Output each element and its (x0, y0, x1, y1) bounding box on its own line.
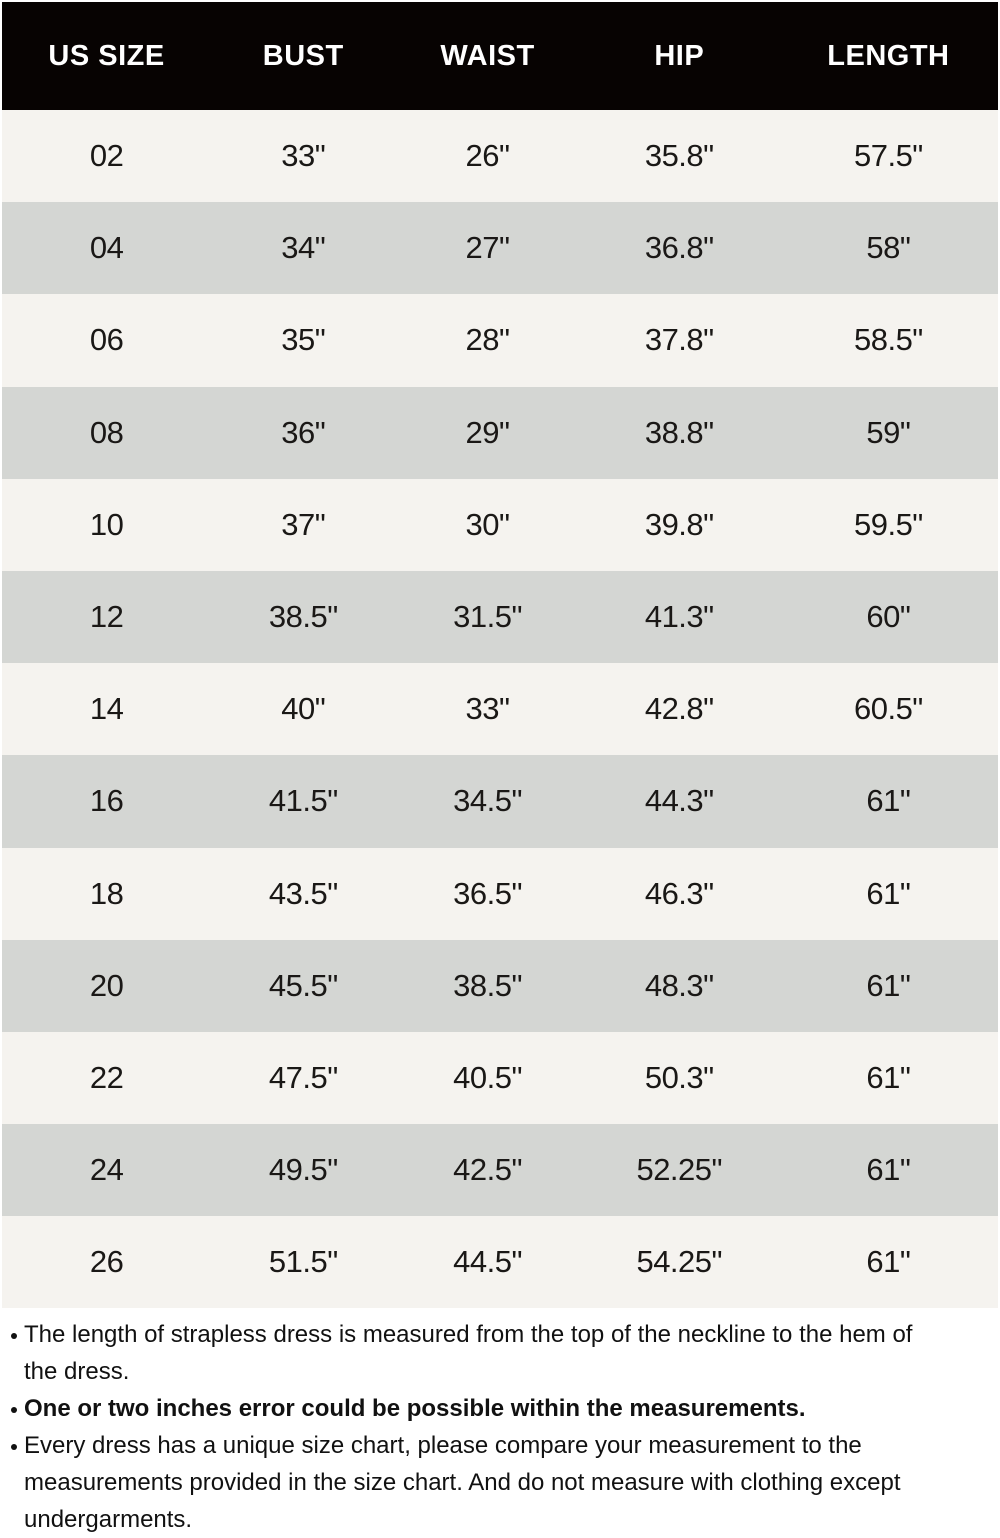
table-cell: 35" (281, 322, 326, 358)
footnote-line: undergarments. (24, 1506, 193, 1534)
column-header-waist: WAIST (440, 39, 535, 72)
table-row (2, 663, 998, 755)
table-row (2, 1216, 998, 1308)
table-cell: 37" (281, 506, 326, 542)
table-cell: 59" (866, 414, 911, 450)
footnote-line: Every dress has a unique size chart, please compare your measurement to the (24, 1432, 862, 1460)
table-cell: 40.5" (453, 1059, 522, 1095)
table-row (2, 110, 998, 202)
table-cell: 61" (866, 1059, 911, 1095)
table-cell: 36.5" (453, 875, 522, 911)
table-cell: 08 (89, 414, 124, 450)
table-cell: 14 (89, 691, 124, 727)
footnote (2, 1316, 984, 1390)
table-row (2, 1124, 998, 1216)
table-cell: 22 (89, 1059, 124, 1095)
table-cell: 31.5" (453, 599, 522, 635)
table-cell: 16 (89, 783, 124, 819)
table-cell: 54.25" (636, 1244, 723, 1280)
table-cell: 30" (465, 506, 510, 542)
footnote-line: One or two inches error could be possible within the measurements. (24, 1395, 806, 1423)
table-cell: 60.5" (853, 691, 923, 727)
table-cell: 12 (89, 599, 124, 635)
table-cell: 44.3" (644, 783, 714, 819)
table-cell: 37.8" (644, 322, 714, 358)
table-cell: 38.5" (453, 967, 522, 1003)
table-cell: 38.5" (268, 599, 338, 635)
table-cell: 02 (89, 138, 124, 174)
table-cell: 34.5" (453, 783, 522, 819)
footnotes-section (2, 1308, 998, 1538)
table-row (2, 848, 998, 940)
table-cell: 43.5" (268, 875, 338, 911)
table-row (2, 479, 998, 571)
table-row (2, 387, 998, 479)
table-cell: 36" (281, 414, 326, 450)
column-header-length: LENGTH (827, 39, 950, 72)
table-cell: 28" (465, 322, 510, 358)
table-cell: 51.5" (268, 1244, 338, 1280)
table-cell: 48.3" (644, 967, 714, 1003)
size-table (2, 2, 998, 1308)
table-cell: 61" (866, 1152, 911, 1188)
table-cell: 61" (866, 1244, 911, 1280)
footnote-line: measurements provided in the size chart. And do not measure with clothing except (24, 1469, 901, 1497)
table-cell: 18 (89, 875, 124, 911)
column-header-us-size: US SIZE (48, 39, 165, 72)
table-cell: 34" (281, 230, 326, 266)
column-header-hip: HIP (654, 39, 705, 72)
table-row (2, 940, 998, 1032)
table-cell: 60" (866, 599, 911, 635)
table-row (2, 202, 998, 294)
table-cell: 45.5" (268, 967, 338, 1003)
table-cell: 61" (866, 783, 911, 819)
table-cell: 58" (866, 230, 911, 266)
table-body (2, 110, 998, 1308)
footnote (2, 1390, 984, 1427)
table-cell: 29" (465, 414, 510, 450)
table-cell: 24 (89, 1152, 124, 1188)
table-cell: 33" (465, 691, 510, 727)
bullet-icon (11, 1444, 17, 1450)
table-row (2, 294, 998, 386)
table-cell: 10 (89, 506, 124, 542)
table-cell: 47.5" (268, 1059, 338, 1095)
footnote-line: the dress. (24, 1358, 130, 1386)
table-cell: 40" (281, 691, 326, 727)
table-cell: 04 (89, 230, 124, 266)
table-cell: 58.5" (853, 322, 923, 358)
table-row (2, 571, 998, 663)
table-cell: 06 (89, 322, 124, 358)
table-row (2, 1032, 998, 1124)
footnote-line: The length of strapless dress is measured from the top of the neckline to the hem of (24, 1321, 913, 1349)
table-cell: 38.8" (644, 414, 714, 450)
table-cell: 41.3" (644, 599, 714, 635)
table-cell: 27" (465, 230, 510, 266)
table-cell: 61" (866, 967, 911, 1003)
table-cell: 33" (281, 138, 326, 174)
table-cell: 50.3" (644, 1059, 714, 1095)
table-cell: 59.5" (853, 506, 923, 542)
table-cell: 42.5" (453, 1152, 522, 1188)
table-cell: 41.5" (268, 783, 338, 819)
table-cell: 35.8" (644, 138, 714, 174)
footnote (2, 1427, 984, 1538)
table-cell: 46.3" (644, 875, 714, 911)
table-row (2, 755, 998, 847)
table-cell: 57.5" (853, 138, 923, 174)
table-header-row (2, 2, 998, 110)
table-cell: 44.5" (453, 1244, 522, 1280)
table-cell: 52.25" (636, 1152, 723, 1188)
table-cell: 26 (89, 1244, 124, 1280)
table-cell: 61" (866, 875, 911, 911)
table-cell: 36.8" (644, 230, 714, 266)
table-cell: 39.8" (644, 506, 714, 542)
table-cell: 42.8" (644, 691, 714, 727)
column-header-bust: BUST (262, 39, 344, 72)
bullet-icon (11, 1333, 17, 1339)
table-cell: 26" (465, 138, 510, 174)
bullet-icon (11, 1407, 17, 1413)
table-cell: 20 (89, 967, 124, 1003)
table-cell: 49.5" (268, 1152, 338, 1188)
